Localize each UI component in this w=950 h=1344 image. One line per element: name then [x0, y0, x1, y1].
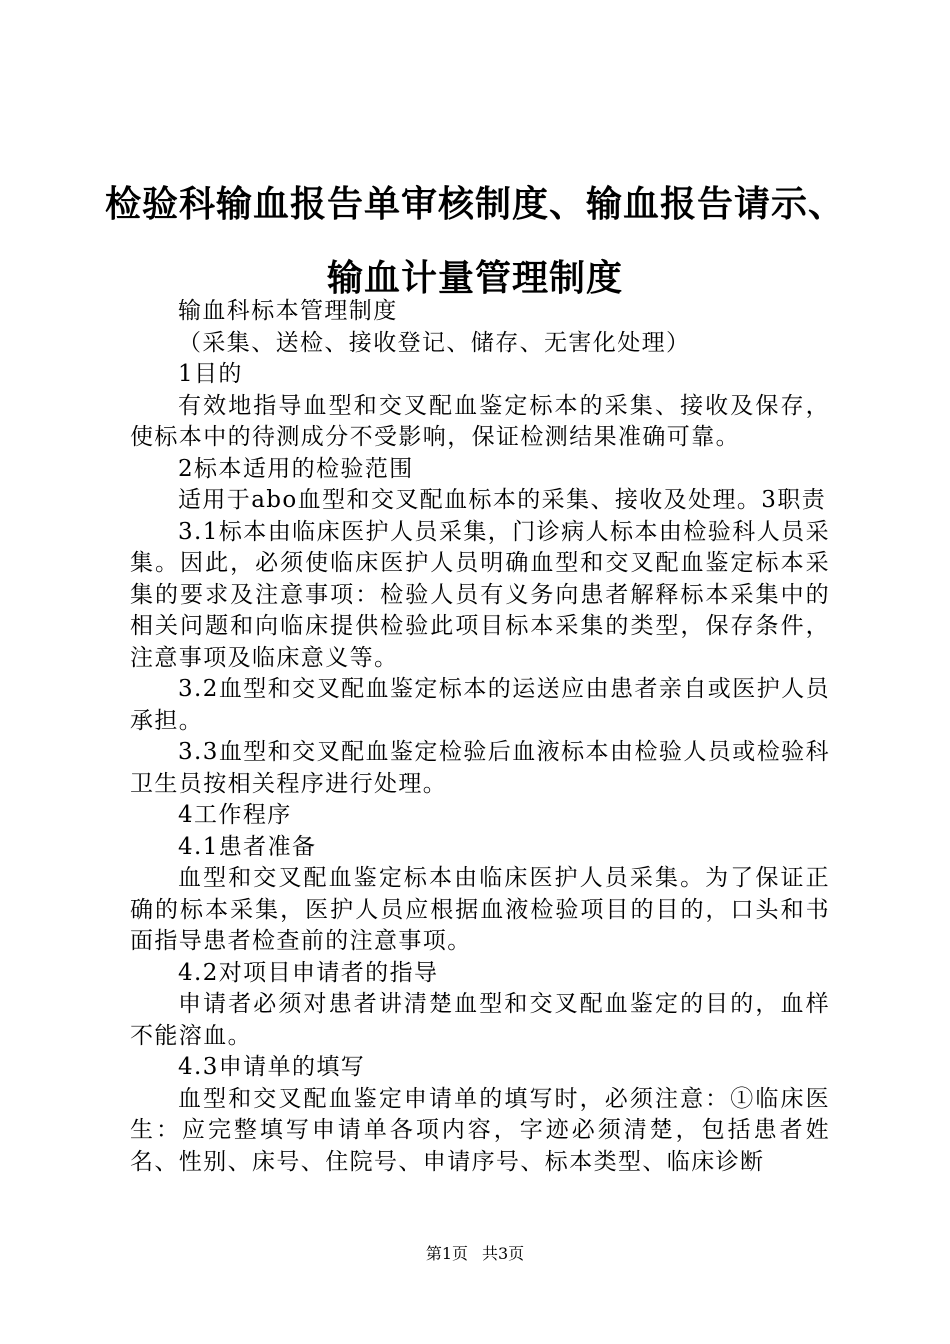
page-total: 共3页	[482, 1244, 525, 1263]
paragraph: 3.1标本由临床医护人员采集，门诊病人标本由检验科人员采集。因此，必须使临床医护人员明确血型和交叉配血鉴定标本采集的要求及注意事项：检验人员有义务向患者解释标本采集中的相关问题和向临床提供检验此项目标本采集的类型，保存条件，注意事项及临床意义等。	[130, 518, 830, 671]
document-body	[130, 296, 830, 1178]
document-title-line: 检验科输血报告单审核制度、输血报告请示、	[104, 184, 845, 225]
paragraph: 血型和交叉配血鉴定申请单的填写时，必须注意：①临床医生：应完整填写申请单各项内容，字迹必须清楚，包括患者姓名、性别、床号、住院号、申请序号、标本类型、临床诊断	[130, 1085, 830, 1175]
paragraph-subtitle: 输血科标本管理制度	[178, 298, 398, 324]
page-number: 第1页	[425, 1244, 468, 1263]
paragraph: 适用于abo血型和交叉配血标本的采集、接收及处理。3职责	[178, 487, 827, 513]
page-footer	[0, 1242, 950, 1266]
paragraph: 血型和交叉配血鉴定标本由临床医护人员采集。为了保证正确的标本采集，医护人员应根据血液检验项目的目的，口头和书面指导患者检查前的注意事项。	[130, 865, 830, 954]
section-heading: 1目的	[178, 361, 243, 387]
section-heading: 4工作程序	[178, 802, 292, 828]
paragraph: 3.3血型和交叉配血鉴定检验后血液标本由检验人员或检验科卫生员按相关程序进行处理。	[130, 739, 830, 797]
subsection-heading: 4.2对项目申请者的指导	[178, 959, 439, 986]
paragraph: 申请者必须对患者讲清楚血型和交叉配血鉴定的目的，血样不能溶血。	[130, 991, 830, 1049]
section-heading: 2标本适用的检验范围	[178, 455, 414, 482]
paragraph-scope-note: （采集、送检、接收登记、储存、无害化处理）	[178, 329, 691, 356]
document-title	[0, 168, 950, 316]
paragraph: 有效地指导血型和交叉配血鉴定标本的采集、接收及保存，使标本中的待测成分不受影响，保证检测结果准确可靠。	[130, 392, 830, 450]
subsection-heading: 4.3申请单的填写	[178, 1054, 366, 1080]
subsection-heading: 4.1患者准备	[178, 833, 317, 860]
document-title-line: 输血计量管理制度	[326, 258, 623, 299]
paragraph: 3.2血型和交叉配血鉴定标本的运送应由患者亲自或医护人员承担。	[130, 676, 830, 734]
